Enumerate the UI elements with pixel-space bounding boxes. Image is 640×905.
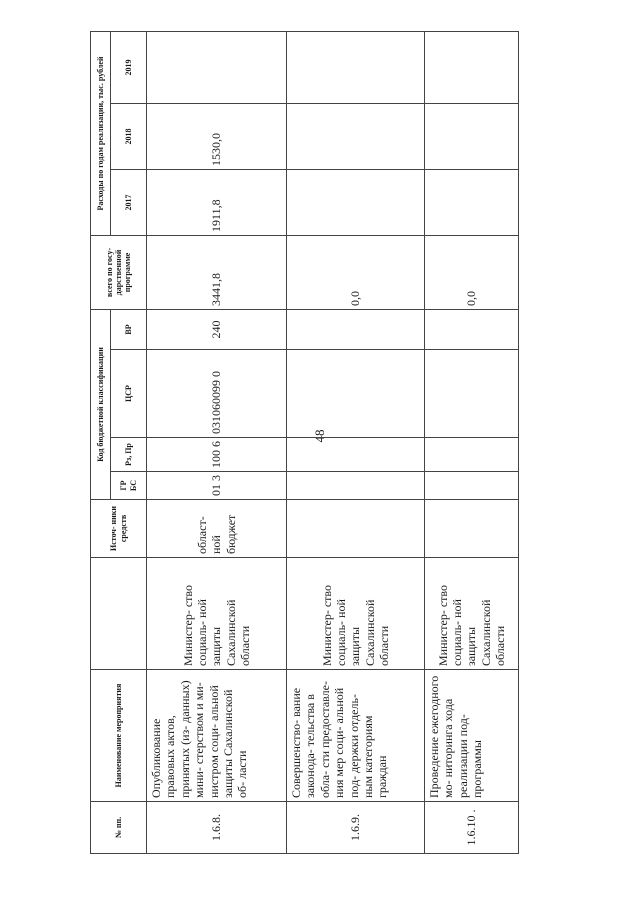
row-2017 [425, 169, 519, 235]
row-name: Опубликование правовых актов, принятых (из- данных) мини- стерством и ми- нистром соци- альной защиты Сахалинской об- ласти [147, 670, 287, 802]
row-source: област- ной бюджет [147, 500, 287, 558]
row-executor: Министер- ство социаль- ной защиты Сахалинской области [147, 558, 287, 670]
row-grbs [287, 472, 425, 500]
budget-table [90, 31, 519, 854]
row-vr [425, 309, 519, 349]
row-name: Совершенство- вание законода- тельства в обла- сти предоставле- ния мер соци- альной под- держки отдель- ным категориям граждан [287, 670, 425, 802]
header-year-2018: 2018 [111, 103, 147, 169]
header-grbs: ГР БС [111, 472, 147, 500]
row-num: 1.6.9. [287, 802, 425, 854]
row-rz-pr [425, 438, 519, 472]
row-total: 3441,8 [147, 235, 287, 309]
table-row [287, 31, 425, 853]
row-csr [287, 350, 425, 438]
header-source: Источ- ники средств [91, 500, 147, 558]
budget-table-wrapper [90, 32, 518, 854]
row-csr: 031060099 0 [147, 350, 287, 438]
header-expenses-by-year: Расходы по годам реализации, тыс. рублей [91, 31, 111, 235]
row-2017 [287, 169, 425, 235]
table-row [425, 31, 519, 853]
row-rz-pr: 100 6 [147, 438, 287, 472]
row-executor: Министер- ство социаль- ной защиты Сахалинской области [425, 558, 519, 670]
row-num: 1.6.10 . [425, 802, 519, 854]
row-vr: 240 [147, 309, 287, 349]
row-grbs: 01 3 [147, 472, 287, 500]
row-executor: Министер- ство социаль- ной защиты Сахалинской области [287, 558, 425, 670]
row-source [425, 500, 519, 558]
row-grbs [425, 472, 519, 500]
header-total: всего по госу- дарственной программе [91, 235, 147, 309]
row-vr [287, 309, 425, 349]
row-source [287, 500, 425, 558]
row-2019 [287, 31, 425, 103]
row-2018 [287, 103, 425, 169]
row-total: 0,0 [425, 235, 519, 309]
row-csr [425, 350, 519, 438]
row-name: Проведение ежегодного мо- ниторинга хода реализации под- программы [425, 670, 519, 802]
header-row-1 [91, 31, 111, 853]
page-number: 48 [312, 429, 327, 443]
header-vr: ВР [111, 309, 147, 349]
row-num: 1.6.8. [147, 802, 287, 854]
row-2018: 1530,0 [147, 103, 287, 169]
row-2017: 1911,8 [147, 169, 287, 235]
row-total: 0,0 [287, 235, 425, 309]
row-2019 [147, 31, 287, 103]
header-num: № пп. [91, 802, 147, 854]
header-executor [91, 558, 147, 670]
header-year-2017: 2017 [111, 169, 147, 235]
header-budget-code: Код бюджетной классификации [91, 309, 111, 499]
table-row [147, 31, 287, 853]
header-rz-pr: Рз, Пр [111, 438, 147, 472]
row-2019 [425, 31, 519, 103]
header-year-2019: 2019 [111, 31, 147, 103]
header-csr: ЦСР [111, 350, 147, 438]
row-rz-pr [287, 438, 425, 472]
row-2018 [425, 103, 519, 169]
header-name: Наименование мероприятия [91, 670, 147, 802]
